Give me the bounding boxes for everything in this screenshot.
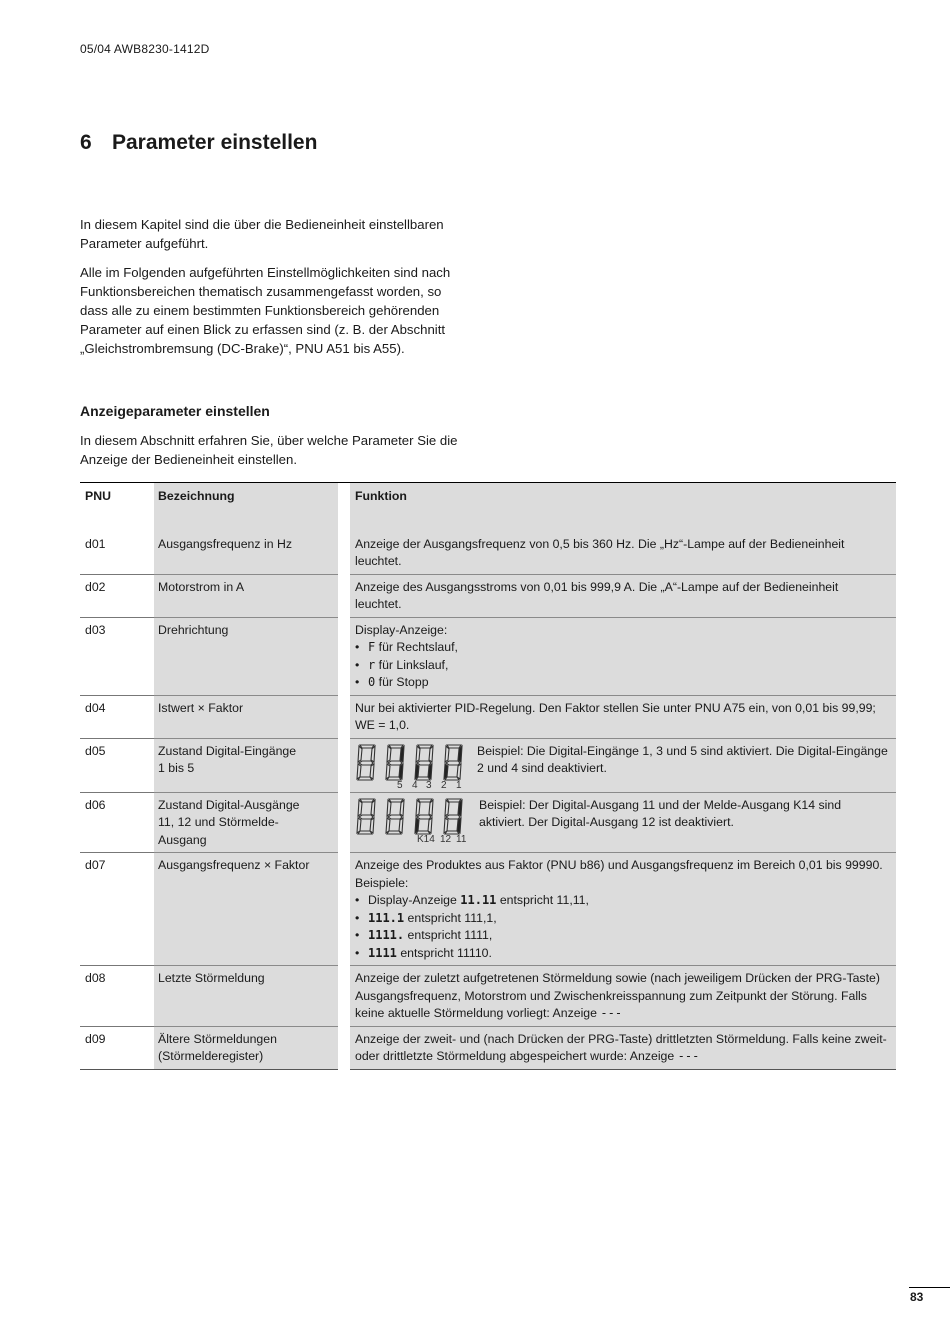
header-funktion: Funktion [350, 483, 896, 524]
table-row [80, 574, 896, 617]
table-header-row [80, 483, 896, 524]
chapter-number: 6 [80, 131, 92, 154]
segment-digit-4 [444, 745, 462, 780]
bezeichnung-cell: Ältere Störmeldungen (Störmelderegister) [154, 1026, 338, 1069]
list-item: • 1111 entspricht 11110. [355, 945, 888, 963]
digit-label: K14 [417, 833, 435, 843]
table-row [80, 695, 896, 738]
funktion-text: Beispiel: Der Digital-Ausgang 11 und der Melde-Ausgang K14 sind aktiviert. Der Digital-Ausgang 12 ist deaktiviert. [479, 797, 842, 829]
digit-label: 4 [412, 779, 418, 789]
digit-label: 11 [456, 833, 467, 843]
seven-segment-display-icon [355, 797, 469, 843]
funktion-cell [350, 792, 896, 853]
list-item: • 111.1 entspricht 111,1, [355, 910, 888, 928]
bezeichnung-cell: Zustand Digital-Ausgänge 11, 12 und Störmelde- Ausgang [154, 792, 338, 853]
table-row [80, 1026, 896, 1069]
bezeichnung-cell: Drehrichtung [154, 617, 338, 695]
footer-rule [909, 1287, 950, 1288]
table-row [80, 738, 896, 792]
bezeichnung-cell: Letzte Störmeldung [154, 966, 338, 1027]
segment-digit-2 [386, 799, 404, 834]
digit-label: 3 [426, 779, 432, 789]
table-row [80, 853, 896, 966]
segment-digit-4 [444, 799, 462, 834]
funktion-cell: Anzeige der Ausgangsfrequenz von 0,5 bis 360 Hz. Die „Hz“-Lampe auf der Bedieneinheit leuchtet. [350, 524, 896, 575]
list-item: • r für Linkslauf, [355, 657, 888, 675]
pnu-cell: d01 [85, 536, 106, 551]
segment-digit-3 [415, 799, 433, 834]
display-value: 111.1 [368, 910, 405, 925]
funktion-cell: Anzeige des Ausgangsstroms von 0,01 bis 999,9 A. Die „A“-Lampe auf der Bedieneinheit leuchtet. [350, 574, 896, 617]
chapter-heading [80, 131, 317, 155]
page-number: 83 [910, 1290, 924, 1304]
display-value: 1111 [368, 945, 397, 960]
segment-digit-3 [415, 745, 433, 780]
funktion-cell: Anzeige der zweit- und (nach Drücken der PRG-Taste) drittletzten Störmeldung. Falls keine zweit- oder drittletzte Störmeldung abgespeichert wurde: Anzeige --- [350, 1026, 896, 1069]
intro-paragraph-1: In diesem Kapitel sind die über die Bedieneinheit einstellbaren Parameter aufgeführt. [80, 217, 444, 251]
table-row [80, 617, 896, 695]
pnu-cell: d06 [80, 792, 154, 853]
display-symbol-0: 0 [368, 675, 376, 689]
document-reference: 05/04 AWB8230-1412D [80, 42, 210, 56]
pnu-cell: d03 [80, 617, 154, 695]
bullet-list [355, 892, 888, 962]
digit-label: 5 [397, 779, 403, 789]
section-paragraph: In diesem Abschnitt erfahren Sie, über welche Parameter Sie die Anzeige der Bedieneinheit einstellen. [80, 433, 458, 467]
section-heading: Anzeigeparameter einstellen [80, 403, 270, 419]
header-bezeichnung: Bezeichnung [154, 483, 338, 524]
funktion-cell: Anzeige der zuletzt aufgetretenen Störmeldung sowie (nach jeweiligem Drücken der PRG-Taste) Ausgangsfrequenz, Motorstrom und Zwischenkreisspannung zum Zeitpunkt der Störung. Falls keine aktuelle Störmeldung vorliegt: Anzeige --- [350, 966, 896, 1027]
funktion-cell: Nur bei aktivierter PID-Regelung. Den Faktor stellen Sie unter PNU A75 ein, von 0,01 bis 99,99; WE = 1,0. [350, 695, 896, 738]
segment-digit-2 [386, 745, 404, 780]
display-value: 11.11 [460, 893, 497, 907]
display-symbol-f: F [368, 640, 376, 654]
table-row [80, 966, 896, 1027]
funktion-intro: Anzeige des Produktes aus Faktor (PNU b86) und Ausgangsfrequenz im Bereich 0,01 bis 99990. [355, 858, 883, 872]
segment-digit-1 [357, 799, 375, 834]
pnu-cell: d09 [80, 1026, 154, 1069]
funktion-text: Beispiel: Die Digital-Eingänge 1, 3 und 5 sind aktiviert. Die Digital-Eingänge 2 und 4 sind deaktiviert. [477, 743, 888, 775]
parameter-table [80, 482, 896, 1070]
pnu-cell: d07 [80, 853, 154, 966]
display-symbol-dashes: --- [677, 1049, 700, 1063]
bezeichnung-cell: Istwert × Faktor [154, 695, 338, 738]
digit-label: 12 [440, 833, 452, 843]
pnu-cell: d05 [80, 738, 154, 792]
display-symbol-r: r [368, 657, 376, 672]
funktion-cell [350, 617, 896, 695]
header-pnu: PNU [85, 489, 111, 503]
pnu-cell: d04 [80, 695, 154, 738]
bullet-list [355, 639, 888, 692]
pnu-cell: d02 [80, 574, 154, 617]
bezeichnung-cell: Ausgangsfrequenz × Faktor [154, 853, 338, 966]
list-item: • F für Rechtslauf, [355, 639, 888, 657]
table-row [80, 524, 896, 575]
chapter-title: Parameter einstellen [112, 131, 318, 154]
pnu-cell: d08 [80, 966, 154, 1027]
list-item: • Display-Anzeige 11.11 entspricht 11,11, [355, 892, 888, 910]
funktion-cell [350, 738, 896, 792]
funktion-cell [350, 853, 896, 966]
list-item: • 0 für Stopp [355, 674, 888, 692]
bezeichnung-cell: Motorstrom in A [154, 574, 338, 617]
examples-label: Beispiele: [355, 875, 409, 890]
seven-segment-display-icon [355, 743, 467, 789]
intro-paragraph-2: Alle im Folgenden aufgeführten Einstellmöglichkeiten sind nach Funktionsbereichen thematisch zusammengefasst worden, so dass alle zu einem bestimmten Funktionsbereich gehörenden Parameter auf einen Blick zu erfassen sind (z. B. der Abschnitt „Gleichstrombremsung (DC-Brake)“, PNU A51 bis A55). [80, 265, 451, 356]
display-value: 1111. [368, 928, 405, 942]
list-item: • 1111. entspricht 1111, [355, 927, 888, 945]
bezeichnung-cell: Zustand Digital-Eingänge 1 bis 5 [154, 738, 338, 792]
funktion-intro: Display-Anzeige: [355, 622, 448, 637]
segment-digit-1 [357, 745, 375, 780]
bezeichnung-cell: Ausgangsfrequenz in Hz [154, 524, 338, 575]
digit-label: 1 [456, 779, 462, 789]
digit-label: 2 [441, 779, 447, 789]
table-row [80, 792, 896, 853]
display-symbol-dashes: --- [600, 1006, 623, 1020]
